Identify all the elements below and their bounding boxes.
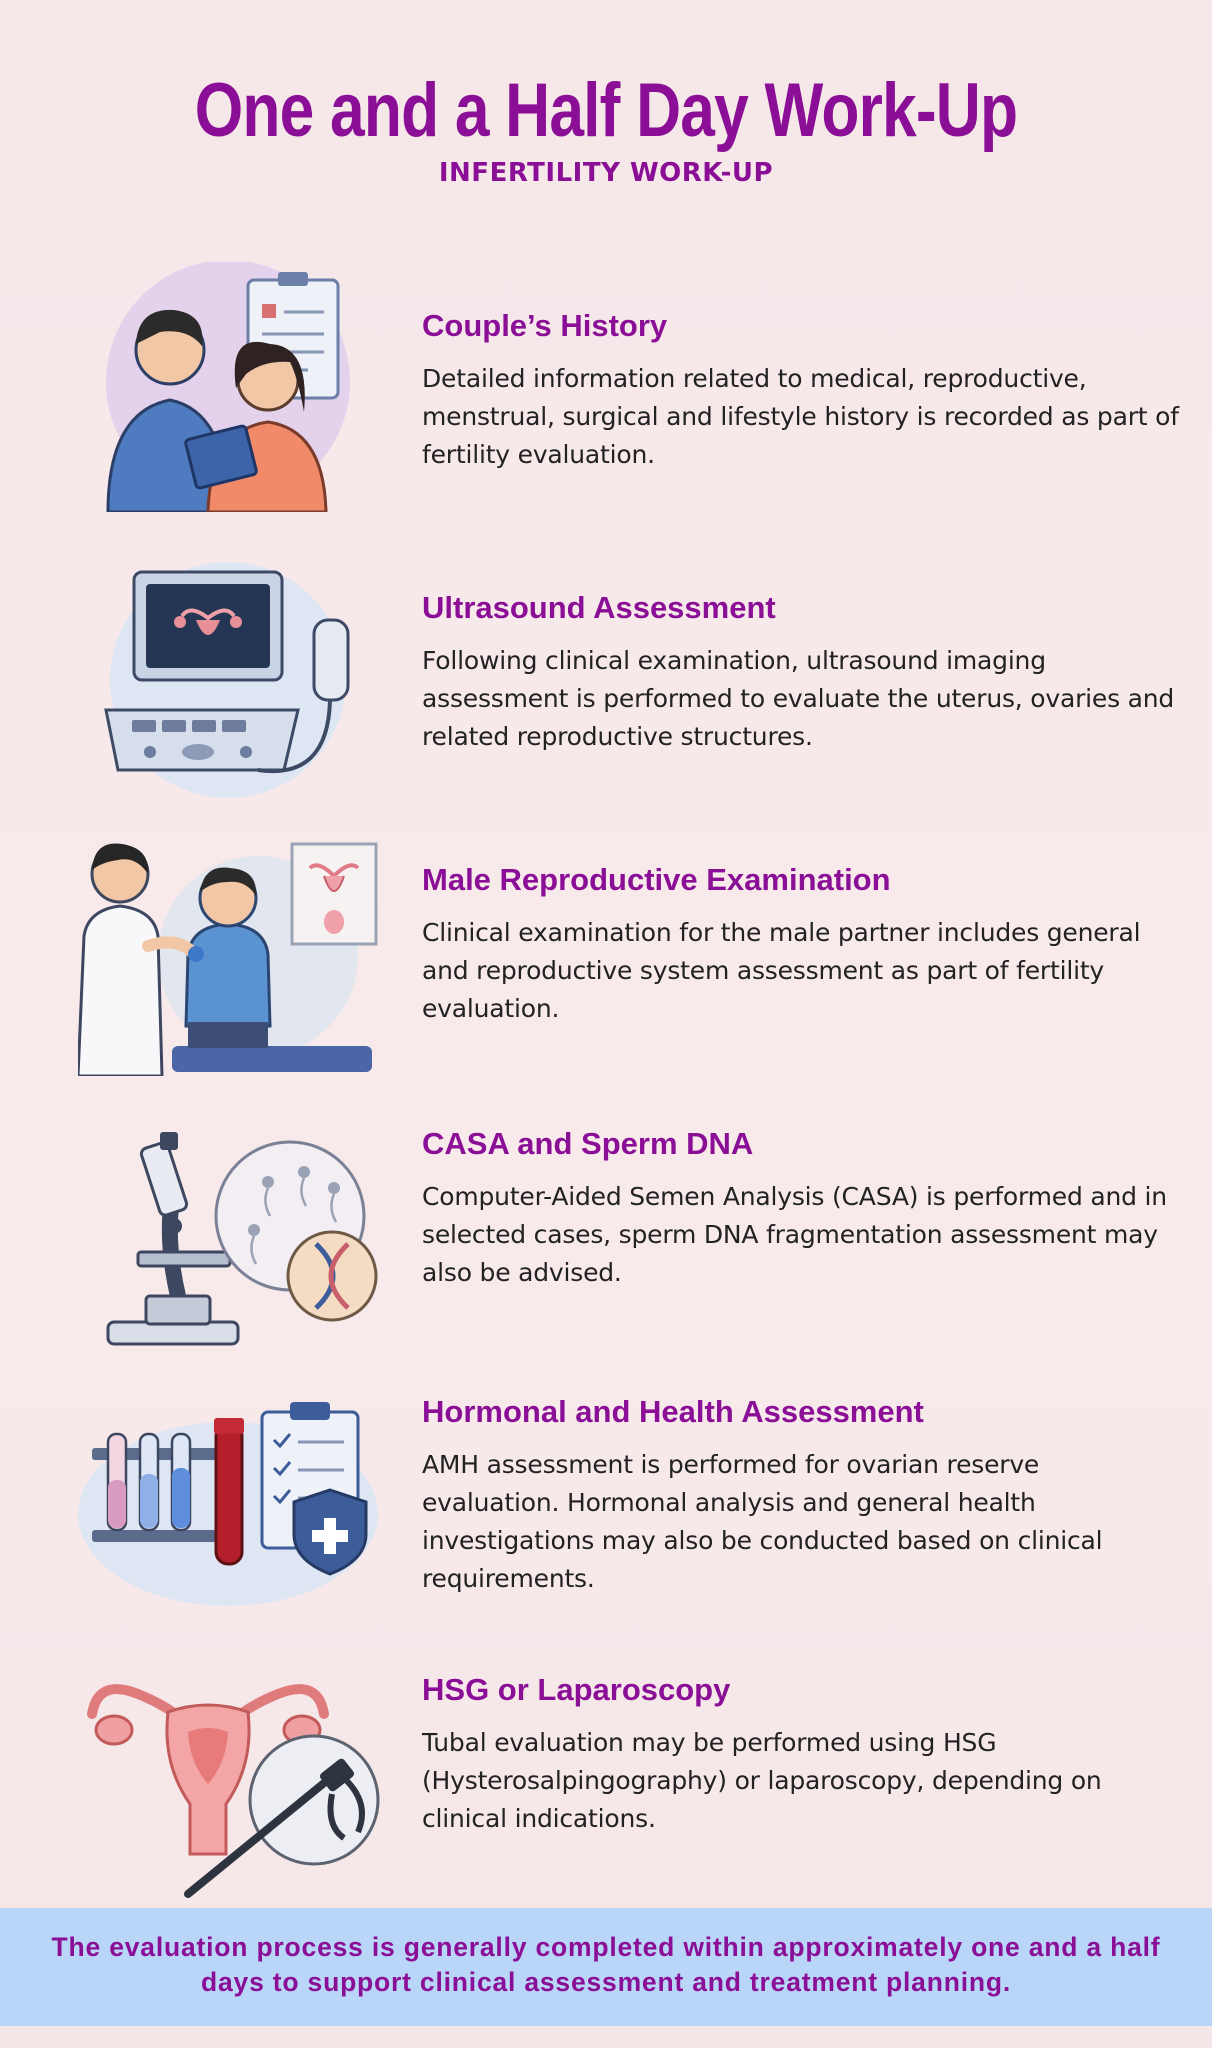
- test-tubes-clipboard-icon: [78, 1394, 388, 1644]
- section-heading: CASA and Sperm DNA: [422, 1126, 754, 1161]
- section-heading: Couple’s History: [422, 308, 668, 343]
- section-heading: Hormonal and Health Assessment: [422, 1394, 924, 1429]
- footer-banner: [0, 1908, 1212, 2026]
- section-description: Following clinical examination, ultrasound imaging assessment is performed to evaluate the uterus, ovaries and related reproductive structures.: [422, 646, 1175, 751]
- page-title: One and a Half Day Work-Up: [194, 68, 1018, 153]
- footer-text: The evaluation process is generally completed within approximately one and a half days to support clinical assessment and treatment planning.: [51, 1932, 1161, 1997]
- section-description: AMH assessment is performed for ovarian reserve evaluation. Hormonal analysis and general health investigations may also be conducted based on clinical requirements.: [422, 1450, 1103, 1593]
- page-subtitle: INFERTILITY WORK-UP: [438, 158, 774, 188]
- section-description: Tubal evaluation may be performed using HSG (Hysterosalpingography) or laparoscopy, depending on clinical indications.: [422, 1728, 1102, 1833]
- section-description: Detailed information related to medical, reproductive, menstrual, surgical and lifestyle history is recorded as part of fertility evaluation.: [422, 364, 1179, 469]
- section-heading: HSG or Laparoscopy: [422, 1672, 731, 1707]
- section-description: Clinical examination for the male partner includes general and reproductive system assessment as part of fertility evaluation.: [422, 918, 1141, 1023]
- section-description: Computer-Aided Semen Analysis (CASA) is performed and in selected cases, sperm DNA fragmentation assessment may also be advised.: [422, 1182, 1167, 1287]
- section-heading: Ultrasound Assessment: [422, 590, 776, 625]
- section-heading: Male Reproductive Examination: [422, 862, 891, 897]
- uterus-laparoscope-icon: [78, 1654, 388, 1904]
- couple-with-clipboard-icon: [78, 262, 388, 512]
- doctor-examining-patient-icon: [78, 826, 388, 1076]
- microscope-sperm-dna-icon: [78, 1126, 388, 1376]
- ultrasound-machine-icon: [78, 560, 388, 810]
